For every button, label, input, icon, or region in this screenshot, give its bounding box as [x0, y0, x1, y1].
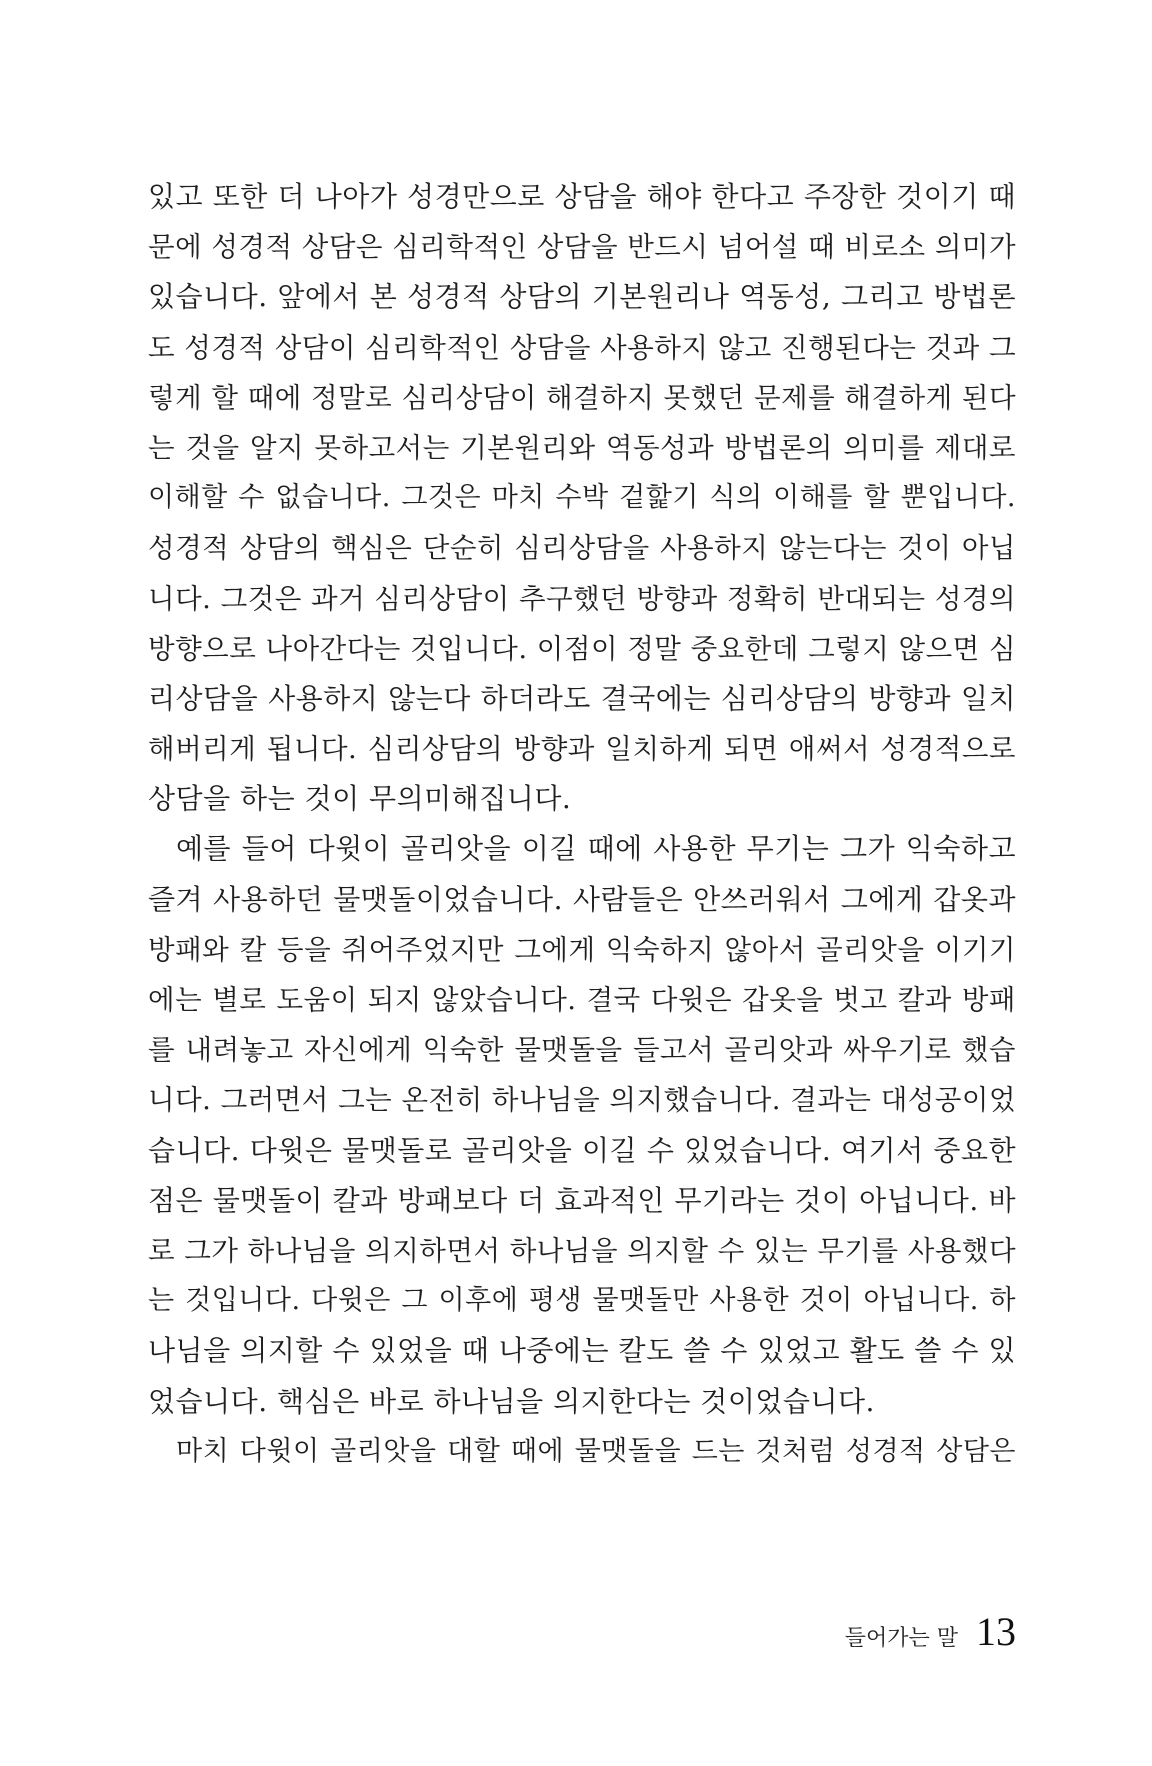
text-line: 었습니다. 핵심은 바로 하나님을 의지한다는 것이었습니다. — [148, 1384, 875, 1418]
text-line: 에는 별로 도움이 되지 않았습니다. 결국 다윗은 갑옷을 벗고 칼과 방패 — [148, 984, 1016, 1016]
text-line: 방패와 칼 등을 쥐어주었지만 그에게 익숙하지 않아서 골리앗을 이기기 — [148, 933, 1016, 966]
text-line: 렇게 할 때에 정말로 심리상담이 해결하지 못했던 문제를 해결하게 된다 — [148, 381, 1017, 414]
text-line: 해버리게 됩니다. 심리상담의 방향과 일치하게 되면 애써서 성경적으로 — [148, 733, 1016, 766]
text-line: 있고 또한 더 나아가 성경만으로 상담을 해야 한다고 주장한 것이기 때 — [148, 180, 1016, 213]
text-line: 로 그가 하나님을 의지하면서 하나님을 의지할 수 있는 무기를 사용했다 — [148, 1234, 1017, 1267]
paragraph — [148, 1427, 1016, 1477]
body-text — [148, 172, 1016, 1477]
text-line: 즐겨 사용하던 물맷돌이었습니다. 사람들은 안쓰러워서 그에게 갑옷과 — [148, 882, 1016, 916]
text-line: 성경적 상담의 핵심은 단순히 심리상담을 사용하지 않는다는 것이 아닙 — [148, 532, 1016, 565]
page-number: 13 — [976, 1609, 1016, 1654]
text-line: 이해할 수 없습니다. 그것은 마치 수박 겉핥기 식의 이해를 할 뿐입니다. — [148, 482, 1016, 514]
text-line: 나님을 의지할 수 있었을 때 나중에는 칼도 쓸 수 있었고 활도 쓸 수 있 — [148, 1334, 1016, 1368]
running-section-title: 들어가는 말 — [844, 1626, 958, 1651]
text-line: 니다. 그러면서 그는 온전히 하나님을 의지했습니다. 결과는 대성공이었 — [148, 1084, 1017, 1117]
text-line: 예를 들어 다윗이 골리앗을 이길 때에 사용한 무기는 그가 익숙하고 — [176, 832, 1016, 866]
paragraph — [148, 824, 1016, 1426]
text-line: 문에 성경적 상담은 심리학적인 상담을 반드시 넘어설 때 비로소 의미가 — [148, 231, 1017, 264]
text-line: 는 것입니다. 다윗은 그 이후에 평생 물맷돌만 사용한 것이 아닙니다. 하 — [148, 1285, 1016, 1317]
text-line: 니다. 그것은 과거 심리상담이 추구했던 방향과 정확히 반대되는 성경의 — [148, 582, 1017, 615]
page-footer — [845, 1608, 1016, 1664]
text-line: 리상담을 사용하지 않는다 하더라도 결국에는 심리상담의 방향과 일치 — [148, 681, 1016, 715]
text-line: 방향으로 나아간다는 것입니다. 이점이 정말 중요한데 그렇지 않으면 심 — [148, 632, 1017, 665]
text-line: 습니다. 다윗은 물맷돌로 골리앗을 이길 수 있었습니다. 여기서 중요한 — [148, 1133, 1016, 1167]
text-line: 는 것을 알지 못하고서는 기본원리와 역동성과 방법론의 의미를 제대로 — [148, 431, 1016, 464]
text-line: 상담을 하는 것이 무의미해집니다. — [148, 782, 572, 816]
text-line: 있습니다. 앞에서 본 성경적 상담의 기본원리나 역동성, 그리고 방법론 — [148, 280, 1016, 314]
paragraph — [148, 172, 1016, 824]
text-line: 도 성경적 상담이 심리학적인 상담을 사용하지 않고 진행된다는 것과 그 — [148, 331, 1017, 364]
text-line: 마치 다윗이 골리앗을 대할 때에 물맷돌을 드는 것처럼 성경적 상담은 — [176, 1435, 1016, 1467]
text-line: 를 내려놓고 자신에게 익숙한 물맷돌을 들고서 골리앗과 싸우기로 했습 — [148, 1034, 1016, 1067]
text-line: 점은 물맷돌이 칼과 방패보다 더 효과적인 무기라는 것이 아닙니다. 바 — [148, 1183, 1016, 1217]
